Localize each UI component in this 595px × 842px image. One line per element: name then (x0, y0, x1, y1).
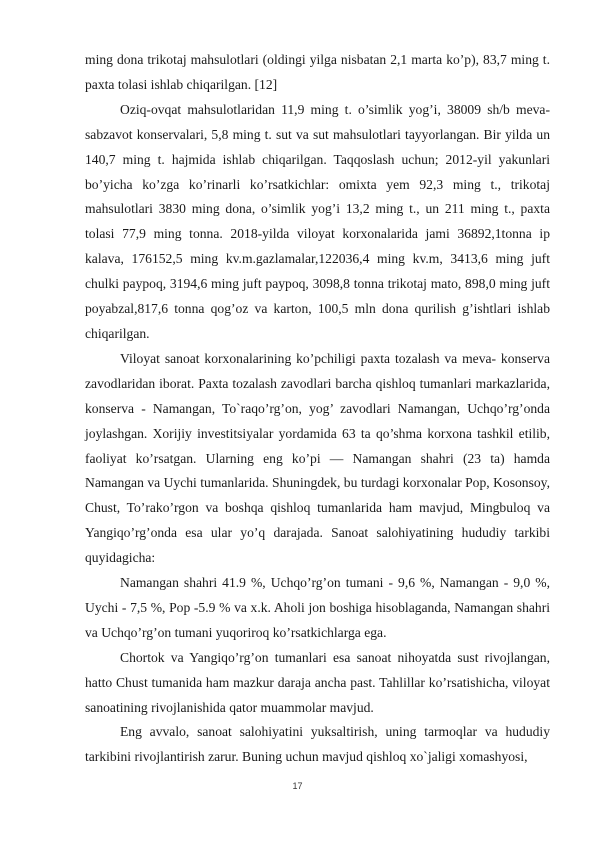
paragraph-first-priority: Eng avvalo, sanoat salohiyatini yuksaltirish, uning tarmoqlar va hududiy tarkibini rivojlantirish zarur. Buning uchun mavjud qishloq xo`jaligi xomashyosi, (85, 724, 550, 765)
paragraph-regional-structure: Namangan shahri 41.9 %, Uchqo’rg’on tumani - 9,6 %, Namangan - 9,0 %, Uychi - 7,5 %, Pop -5.9 % va x.k. Aholi jon boshiga hisoblaganda, Namangan shahri va Uchqo’rg’on tumani yuqoriroq ko’rsatkichlarga ega. (85, 575, 550, 640)
paragraph-industry-enterprises: Viloyat sanoat korxonalarining ko’pchiligi paxta tozalash va meva- konserva zavodlaridan iborat. Paxta tozalash zavodlari barcha qishloq tumanlari markazlarida, konserva - Namangan, To`raqo’rg’on, yog’ zavodlari Namangan, Uchqo’rg’onda joylashgan. Xorijiy investitsiyalar yordamida 63 ta qo’shma korxona tashkil etilib, faoliyat ko’rsatgan. Ularning eng ko’pi — Namangan shahri (23 ta) hamda Namangan va Uychi tumanlarida. Shuningdek, bu turdagi korxonalar Pop, Kosonsoy, Chust, To’rako’rgon va boshqa qishloq tumanlarida ham mavjud, Mingbuloq va Yangiqo’rg’onda esa ular yo’q darajada. Sanoat salohiyatining hududiy tarkibi quyidagicha: (85, 350, 550, 566)
paragraph-food-products: Oziq-ovqat mahsulotlaridan 11,9 ming t. o’simlik yog’i, 38009 sh/b meva-sabzavot konservalari, 5,8 ming t. sut va sut mahsulotlari tayyorlangan. Bir yilda un 140,7 ming t. hajmida ishlab chiqarilgan. Taqqoslash uchun; 2012-yil yakunlari bo’yicha ko’zga ko’rinarli ko’rsatkichlar: omixta yem 92,3 ming t., trikotaj mahsulotlari 3830 ming dona, o’simlik yog’i 13,2 ming t., un 211 ming t., paxta tolasi 77,9 ming tonna. 2018-yilda viloyat korxonalarida jami 36892,1tonna ip kalava, 176152,5 ming kv.m.gazlamalar,122036,4 ming kv.m, 3413,6 ming juft chulki paypoq, 3194,6 ming juft paypoq, 3098,8 tonna trikotaj mato, 898,0 ming juft poyabzal,817,6 tonna qog’oz va karton, 100,5 mln dona qurilish g’ishtlari ishlab chiqarilgan. (85, 101, 550, 341)
paragraph-continuation: ming dona trikotaj mahsulotlari (oldingi yilga nisbatan 2,1 marta ko’p), 83,7 ming t. paxta tolasi ishlab chiqarilgan. [12] (85, 52, 550, 92)
document-body (85, 48, 550, 770)
page-number: 17 (292, 781, 303, 791)
paragraph-weak-districts: Chortok va Yangiqo’rg’on tumanlari esa sanoat nihoyatda sust rivojlangan, hatto Chust tumanida ham mazkur daraja ancha past. Tahlillar ko’rsatishicha, viloyat sanoatining rivojlanishida qator muammolar mavjud. (85, 649, 550, 715)
